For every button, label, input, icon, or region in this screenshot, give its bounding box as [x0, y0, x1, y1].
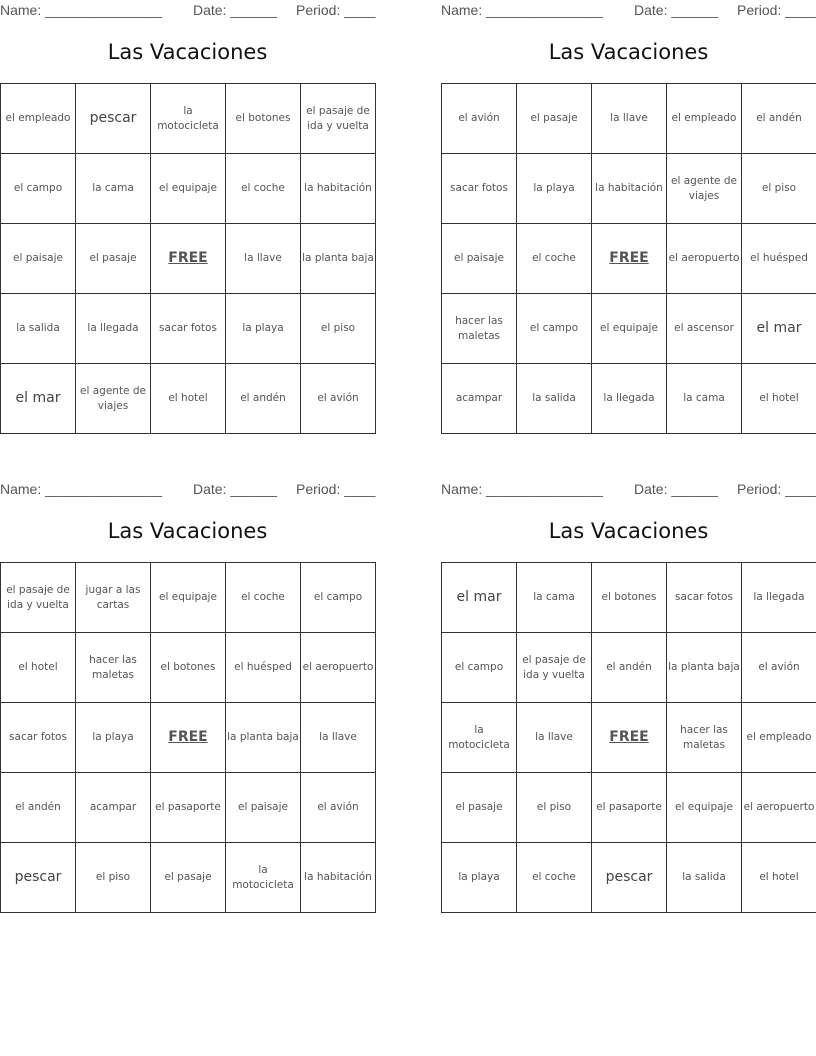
bingo-cell: la cama	[517, 563, 592, 633]
bingo-cell: el campo	[442, 633, 517, 703]
bingo-cell: el campo	[1, 154, 76, 224]
bingo-cell: la planta baja	[667, 633, 742, 703]
free-space-cell: FREE	[151, 224, 226, 294]
bingo-cell: el botones	[592, 563, 667, 633]
bingo-row	[1, 633, 376, 703]
bingo-cell: el andén	[742, 84, 816, 154]
bingo-cell: el pasaje	[442, 773, 517, 843]
bingo-row	[1, 224, 376, 294]
bingo-row	[1, 843, 376, 913]
bingo-cell: la playa	[226, 294, 301, 364]
name-field-label: Name: _______________	[0, 481, 162, 497]
bingo-cell: el empleado	[742, 703, 816, 773]
bingo-cell: el aeropuerto	[742, 773, 816, 843]
card-title: Las Vacaciones	[548, 40, 709, 64]
bingo-cell: el pasaje	[151, 843, 226, 913]
bingo-cell: la playa	[517, 154, 592, 224]
bingo-cell: el avión	[301, 773, 376, 843]
bingo-cell: acampar	[76, 773, 151, 843]
bingo-cell: el coche	[517, 224, 592, 294]
bingo-cell: el piso	[742, 154, 816, 224]
bingo-cell: el equipaje	[151, 154, 226, 224]
bingo-cell: el pasaje de ida y vuelta	[301, 84, 376, 154]
bingo-cell: el hotel	[742, 364, 816, 434]
bingo-grid	[441, 562, 816, 913]
bingo-row	[1, 84, 376, 154]
bingo-row	[442, 843, 816, 913]
bingo-cell: la salida	[517, 364, 592, 434]
bingo-cell: la llegada	[742, 563, 816, 633]
card-header	[441, 479, 816, 499]
name-field-label: Name: _______________	[441, 2, 603, 18]
bingo-cell: el avión	[442, 84, 517, 154]
bingo-row	[1, 294, 376, 364]
bingo-cell: el botones	[151, 633, 226, 703]
bingo-cell: el equipaje	[151, 563, 226, 633]
bingo-cell: el andén	[1, 773, 76, 843]
bingo-cell: el equipaje	[667, 773, 742, 843]
bingo-cell: el piso	[301, 294, 376, 364]
bingo-cell: la motocicleta	[151, 84, 226, 154]
bingo-row	[1, 703, 376, 773]
bingo-cell: el empleado	[1, 84, 76, 154]
bingo-cell: el botones	[226, 84, 301, 154]
bingo-grid	[0, 83, 376, 434]
bingo-row	[442, 773, 816, 843]
free-space-cell: FREE	[592, 703, 667, 773]
bingo-row	[1, 773, 376, 843]
bingo-row	[442, 563, 816, 633]
bingo-cell: el aeropuerto	[667, 224, 742, 294]
bingo-cell: el campo	[517, 294, 592, 364]
bingo-cell: el mar	[1, 364, 76, 434]
free-space-cell: FREE	[592, 224, 667, 294]
bingo-cell: la cama	[667, 364, 742, 434]
bingo-cell: la habitación	[592, 154, 667, 224]
name-field-label: Name: _______________	[0, 2, 162, 18]
bingo-row	[442, 294, 816, 364]
bingo-cell: la llave	[226, 224, 301, 294]
bingo-row	[1, 563, 376, 633]
bingo-cell: la llegada	[76, 294, 151, 364]
bingo-cell: el agente de viajes	[667, 154, 742, 224]
bingo-cell: pescar	[592, 843, 667, 913]
bingo-row	[442, 633, 816, 703]
bingo-cell: el campo	[301, 563, 376, 633]
bingo-cell: pescar	[76, 84, 151, 154]
bingo-cell: el mar	[742, 294, 816, 364]
bingo-cell: la habitación	[301, 154, 376, 224]
bingo-cell: el pasaje de ida y vuelta	[517, 633, 592, 703]
period-field-label: Period: ____	[737, 2, 816, 18]
bingo-cell: sacar fotos	[442, 154, 517, 224]
bingo-cell: el mar	[442, 563, 517, 633]
bingo-grid	[0, 562, 376, 913]
bingo-cell: el coche	[226, 154, 301, 224]
date-field-label: Date: ______	[634, 2, 719, 18]
bingo-row	[1, 154, 376, 224]
name-field-label: Name: _______________	[441, 481, 603, 497]
bingo-cell: pescar	[1, 843, 76, 913]
card-header	[0, 479, 375, 499]
period-field-label: Period: ____	[296, 481, 376, 497]
bingo-cell: la planta baja	[226, 703, 301, 773]
bingo-row	[1, 364, 376, 434]
bingo-row	[442, 224, 816, 294]
bingo-cell: la salida	[1, 294, 76, 364]
card-title: Las Vacaciones	[107, 519, 268, 543]
bingo-cell: el pasaporte	[151, 773, 226, 843]
bingo-cell: el equipaje	[592, 294, 667, 364]
bingo-cell: el pasaje de ida y vuelta	[1, 563, 76, 633]
bingo-cell: el ascensor	[667, 294, 742, 364]
bingo-cell: el avión	[301, 364, 376, 434]
free-space-cell: FREE	[151, 703, 226, 773]
period-field-label: Period: ____	[296, 2, 376, 18]
date-field-label: Date: ______	[193, 481, 278, 497]
bingo-cell: la llegada	[592, 364, 667, 434]
bingo-cell: el piso	[76, 843, 151, 913]
bingo-cell: acampar	[442, 364, 517, 434]
bingo-cell: sacar fotos	[1, 703, 76, 773]
bingo-cell: el pasaje	[76, 224, 151, 294]
bingo-cell: la planta baja	[301, 224, 376, 294]
bingo-cell: el piso	[517, 773, 592, 843]
bingo-cell: el agente de viajes	[76, 364, 151, 434]
bingo-cell: hacer las maletas	[667, 703, 742, 773]
bingo-grid	[441, 83, 816, 434]
bingo-row	[442, 84, 816, 154]
bingo-row	[442, 154, 816, 224]
bingo-cell: hacer las maletas	[76, 633, 151, 703]
card-header	[441, 0, 816, 20]
bingo-cell: sacar fotos	[667, 563, 742, 633]
bingo-cell: el empleado	[667, 84, 742, 154]
bingo-cell: el coche	[226, 563, 301, 633]
bingo-cell: el avión	[742, 633, 816, 703]
bingo-cell: la salida	[667, 843, 742, 913]
period-field-label: Period: ____	[737, 481, 816, 497]
bingo-cell: sacar fotos	[151, 294, 226, 364]
bingo-cell: la habitación	[301, 843, 376, 913]
bingo-cell: el andén	[592, 633, 667, 703]
card-header	[0, 0, 375, 20]
bingo-cell: el paisaje	[1, 224, 76, 294]
date-field-label: Date: ______	[634, 481, 719, 497]
bingo-cell: el hotel	[151, 364, 226, 434]
bingo-cell: la llave	[301, 703, 376, 773]
bingo-cell: el aeropuerto	[301, 633, 376, 703]
bingo-cell: el paisaje	[226, 773, 301, 843]
bingo-row	[442, 364, 816, 434]
bingo-cell: el hotel	[1, 633, 76, 703]
bingo-cell: la playa	[76, 703, 151, 773]
bingo-cell: el andén	[226, 364, 301, 434]
bingo-cell: la playa	[442, 843, 517, 913]
bingo-cell: la motocicleta	[226, 843, 301, 913]
bingo-cell: la motocicleta	[442, 703, 517, 773]
bingo-row	[442, 703, 816, 773]
bingo-cell: el pasaje	[517, 84, 592, 154]
card-title: Las Vacaciones	[107, 40, 268, 64]
bingo-cell: el pasaporte	[592, 773, 667, 843]
bingo-cell: la llave	[517, 703, 592, 773]
bingo-cell: la llave	[592, 84, 667, 154]
bingo-cell: el coche	[517, 843, 592, 913]
bingo-cell: jugar a las cartas	[76, 563, 151, 633]
bingo-cell: la cama	[76, 154, 151, 224]
bingo-cell: el hotel	[742, 843, 816, 913]
card-title: Las Vacaciones	[548, 519, 709, 543]
bingo-cell: el huésped	[226, 633, 301, 703]
bingo-cell: el paisaje	[442, 224, 517, 294]
bingo-cell: el huésped	[742, 224, 816, 294]
bingo-cell: hacer las maletas	[442, 294, 517, 364]
date-field-label: Date: ______	[193, 2, 278, 18]
